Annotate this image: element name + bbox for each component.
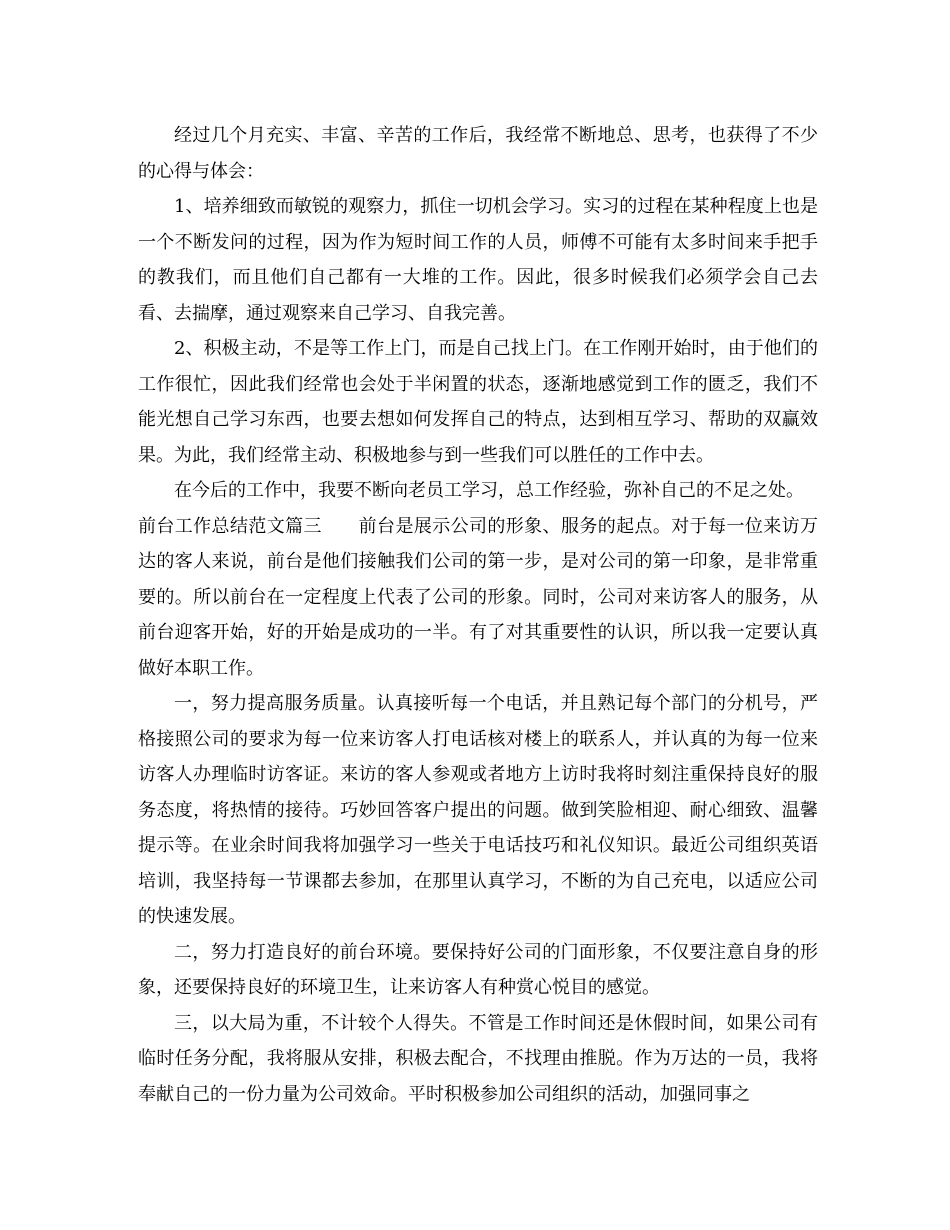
paragraph-point-1: 1、培养细致而敏锐的观察力，抓住一切机会学习。实习的过程在某种程度上也是一个不断发问的过程，因为作为短时间工作的人员，师傅不可能有太多时间来手把手的教我们，而且他们自己都有一大堆的工作。因此，很多时候我们必须学会自己去看、去揣摩，通过观察来自己学习、自我完善。 — [138, 196, 818, 324]
paragraph-item-three: 三，以大局为重，不计较个人得失。不管是工作时间还是休假时间，如果公司有临时任务分配，我将服从安排，积极去配合，不找理由推脱。作为万达的一员，我将奉献自己的一份力量为公司效命。平时积极参加公司组织的活动，加强同事之 — [138, 1012, 818, 1105]
paragraph-section-three: 前台工作总结范文篇三 前台是展示公司的形象、服务的起点。对于每一位来访万达的客人来说，前台是他们接触我们公司的第一步，是对公司的第一印象，是非常重要的。所以前台在一定程度上代表了公司的形象。同时，公司对来访客人的服务，从前台迎客开始，好的开始是成功的一半。有了对其重要性的认识，所以我一定要认真做好本职工作。 — [138, 515, 818, 679]
paragraph-item-two: 二，努力打造良好的前台环境。要保持好公司的门面形象，不仅要注意自身的形象，还要保持良好的环境卫生，让来访客人有种赏心悦目的感觉。 — [138, 941, 818, 998]
paragraph-item-one: 一，努力提高服务质量。认真接听每一个电话，并且熟记每个部门的分机号，严格接照公司的要求为每一位来访客人打电话核对楼上的联系人，并认真的为每一位来访客人办理临时访客证。来访的客人参观或者地方上访时我将时刻注重保持良好的服务态度，将热情的接待。巧妙回答客户提出的问题。做到笑脸相迎、耐心细致、温馨提示等。在业余时间我将加强学习一些关于电话技巧和礼仪知识。最近公司组织英语培训，我坚持每一节课都去参加，在那里认真学习，不断的为自己充电，以适应公司的快速发展。 — [138, 693, 818, 927]
paragraph-intro: 经过几个月充实、丰富、辛苦的工作后，我经常不断地总、思考，也获得了不少的心得与体会： — [138, 125, 818, 182]
document-body — [138, 118, 818, 1112]
paragraph-point-2: 2、积极主动，不是等工作上门，而是自己找上门。在工作刚开始时，由于他们的工作很忙，因此我们经常也会处于半闲置的状态，逐渐地感觉到工作的匮乏，我们不能光想自己学习东西，也要去想如何发挥自己的特点，达到相互学习、帮助的双赢效果。为此，我们经常主动、积极地参与到一些我们可以胜任的工作中去。 — [138, 338, 818, 466]
paragraph-future: 在今后的工作中，我要不断向老员工学习，总工作经验，弥补自己的不足之处。 — [174, 480, 804, 501]
